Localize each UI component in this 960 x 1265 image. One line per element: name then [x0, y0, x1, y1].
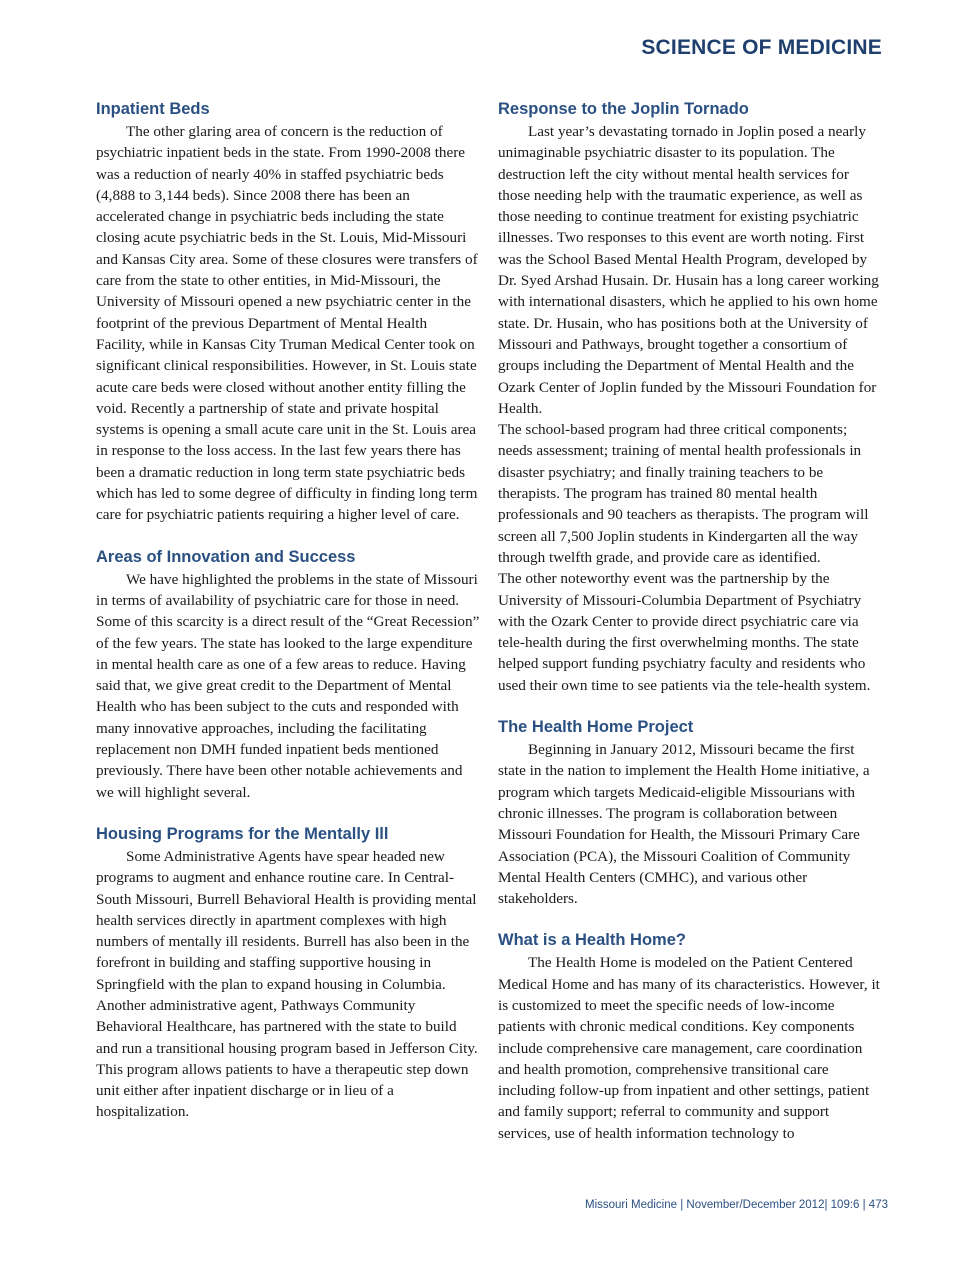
heading-housing-programs: Housing Programs for the Mentally Ill [96, 824, 389, 843]
heading-inpatient-beds: Inpatient Beds [96, 100, 210, 118]
heading-joplin-tornado: Response to the Joplin Tornado [498, 100, 749, 118]
section-inpatient-beds [96, 98, 480, 526]
paragraph: The school-based program had three critical components; needs assessment; training of mental health professionals in disaster psychiatry; and finally training teachers to be therapists. The program has trained 80 mental health professionals and 90 teachers as therapists. The program will screen all 7,500 Joplin students in Kindergarten all the way through twelfth grade, and provide care as identified. [498, 421, 869, 566]
paragraph: The other glaring area of concern is the reduction of psychiatric inpatient beds in the state. From 1990-2008 there was a reduction of nearly 40% in staffed psychiatric beds (4,888 to 3,144 beds). Since 2008 there has been an accelerated change in psychiatric beds including the state closing acute psychiatric beds in the St. Louis, Mid-Missouri and Kansas City area. Some of these closures were transfers of care from the state to other entities, in Mid-Missouri, the University of Missouri opened a new psychiatric center in the footprint of the previous Department of Mental Health Facility, while in Kansas City Truman Medical Center took on significant clinical responsibilities. However, in St. Louis state acute care beds were closed without another entity filling the void. Recently a partnership of state and private hospital systems is opening a small acute care unit in the St. Louis area in response to the loss access. In the last few years there has been a dramatic reduction in long term state psychiatric beds which has led to some degree of difficulty in finding long term care for psychiatric patients requiring a higher level of care. [96, 123, 478, 524]
section-header: SCIENCE OF MEDICINE [641, 36, 882, 59]
paragraph: Some Administrative Agents have spear headed new programs to augment and enhance routine care. In Central-South Missouri, Burrell Behavioral Health is providing mental health services directly in apartment complexes with high numbers of mentally ill residents. Burrell has also been in the forefront in building and staffing supportive housing in Springfield with the plan to expand housing in Columbia. Another administrative agent, Pathways Community Behavioral Healthcare, has partnered with the state to build and run a transitional housing program based in Jefferson City. This program allows patients to have a therapeutic step down unit either after inpatient discharge or in lieu of a hospitalization. [96, 847, 478, 1121]
section-what-is-health-home [498, 929, 882, 1144]
section-areas-of-innovation [96, 546, 480, 803]
section-joplin-tornado [498, 98, 882, 696]
left-column [96, 98, 480, 1143]
paragraph: The other noteworthy event was the partnership by the University of Missouri-Columbia Department of Psychiatry with the Ozark Center to provide direct psychiatric care via tele-health during the first overwhelming months. The state helped support funding psychiatry faculty and residents who used their own time to see patients via the tele-health system. [498, 570, 871, 694]
section-health-home-project [498, 716, 882, 909]
heading-health-home-project: The Health Home Project [498, 718, 694, 737]
paragraph: The Health Home is modeled on the Patient Centered Medical Home and has many of its characteristics. However, it is customized to meet the specific needs of low-income patients with chronic medical conditions. Key components include comprehensive care management, care coordination and health promotion, comprehensive transitional care including follow-up from inpatient and other settings, patient and family support; referral to community and support services, use of health information technology to [498, 954, 880, 1142]
heading-what-is-health-home: What is a Health Home? [498, 931, 686, 950]
footer-citation: Missouri Medicine | November/December 2012| 109:6 | 473 [585, 1199, 888, 1211]
right-column [498, 98, 882, 1164]
paragraph: Last year’s devastating tornado in Joplin posed a nearly unimaginable psychiatric disaster to its population. The destruction left the city without mental health services for those needing help with the traumatic experience, as well as those needing to continue treatment for existing psychiatric illnesses. Two responses to this event are worth noting. First was the School Based Mental Health Program, developed by Dr. Syed Arshad Husain. Dr. Husain has a long career working with international disasters, which he applied to his own home state. Dr. Husain, who has positions both at the University of Missouri and Pathways, brought together a consortium of groups including the Department of Mental Health and the Ozark Center of Joplin funded by the Missouri Foundation for Health. [498, 123, 879, 417]
paragraph: We have highlighted the problems in the state of Missouri in terms of availability of psychiatric care for those in need. Some of this scarcity is a direct result of the “Great Recession” of the few years. The state has looked to the large expenditure in mental health care as one of a few areas to reduce. Having said that, we give great credit to the Department of Mental Health who has been subject to the cuts and responded with many innovative approaches, including the facilitating replacement non DMH funded inpatient beds mentioned previously. There have been other notable achievements and we will highlight several. [96, 570, 480, 801]
heading-areas-of-innovation: Areas of Innovation and Success [96, 547, 356, 566]
paragraph: Beginning in January 2012, Missouri became the first state in the nation to implement the Health Home initiative, a program which targets Medicaid-eligible Missourians with chronic illnesses. The program is collaboration between Missouri Foundation for Health, the Missouri Primary Care Association (PCA), the Missouri Coalition of Community Mental Health Centers (CMHC), and various other stakeholders. [498, 741, 870, 908]
section-housing-programs [96, 823, 480, 1123]
